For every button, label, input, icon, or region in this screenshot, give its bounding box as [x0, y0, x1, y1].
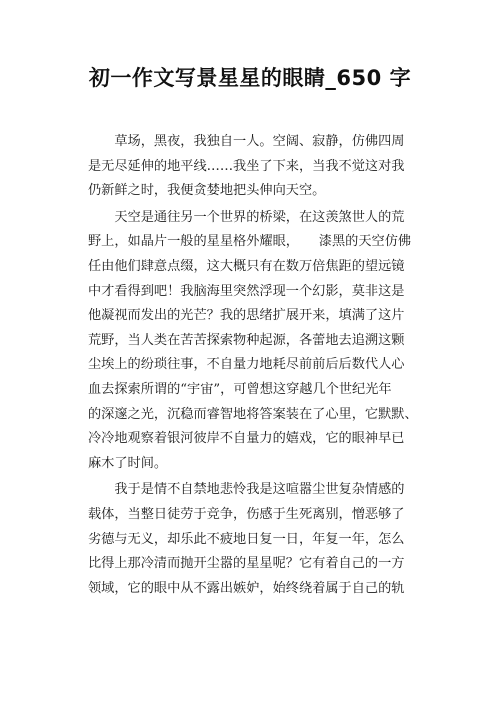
text-line: 草场，黑夜，我独自一人。空阔、寂静，仿佛四周	[88, 134, 405, 149]
text-line: 荒野，当人类在苦苦探索物种起源，各蕾地去追溯这颗	[88, 332, 405, 348]
text-line: 我于是情不自禁地悲怜我是这喧嚣尘世复杂情感的	[88, 482, 405, 498]
paragraph-2	[88, 206, 418, 477]
text-line: 冷冷地观察着银河彼岸不自量力的嬉戏，它的眼神早已	[88, 431, 405, 447]
text-line: 他凝视而发出的光芒？我的思绪扩展开来，填满了这片	[88, 308, 405, 324]
text-line: 领域，它的眼中从不露出嫉妒，始终绕着属于自己的轨	[88, 580, 405, 596]
text-line: 仍新鲜之时，我便贪婪地把头伸向天空。	[88, 183, 326, 199]
text-line: 是无尽延伸的地平线……我坐了下来，当我不觉这对我	[88, 158, 405, 174]
text-line: 麻木了时间。	[88, 455, 168, 471]
text-line: 野上，如晶片一般的星星格外耀眼， 漆黑的天空仿佛	[88, 234, 412, 250]
text-line: 中才看得到吧！我脑海里突然浮现一个幻影，莫非这是	[88, 283, 405, 299]
text-line: 天空是通往另一个世界的桥梁，在这羡煞世人的荒	[88, 209, 405, 225]
paragraph-1	[88, 130, 418, 204]
text-line: 劣德与无义，却乐此不疲地日复一日，年复一年，怎么	[88, 531, 405, 547]
text-line: 血去探索所谓的“宇宙”，可曾想这穿越几个世纪光年	[88, 381, 392, 397]
paragraph-3	[88, 478, 418, 601]
text-line: 尘埃上的纷琐往事，不自量力地耗尽前前后后数代人心	[88, 357, 405, 373]
text-line: 载体，当整日徒劳于竞争，伤感于生死离别，憎恶够了	[88, 506, 405, 522]
document-body	[88, 130, 418, 603]
document-title: 初一作文写景星星的眼睛_650 字	[88, 66, 412, 90]
text-line: 的深邃之光，沉稳而睿智地将答案装在了心里，它默默、	[88, 406, 418, 422]
text-line: 比得上那冷清而抛开尘嚣的星星呢？它有着自己的一方	[88, 556, 405, 572]
text-line: 任由他们肆意点缀，这大概只有在数万倍焦距的望远镜	[88, 258, 405, 274]
